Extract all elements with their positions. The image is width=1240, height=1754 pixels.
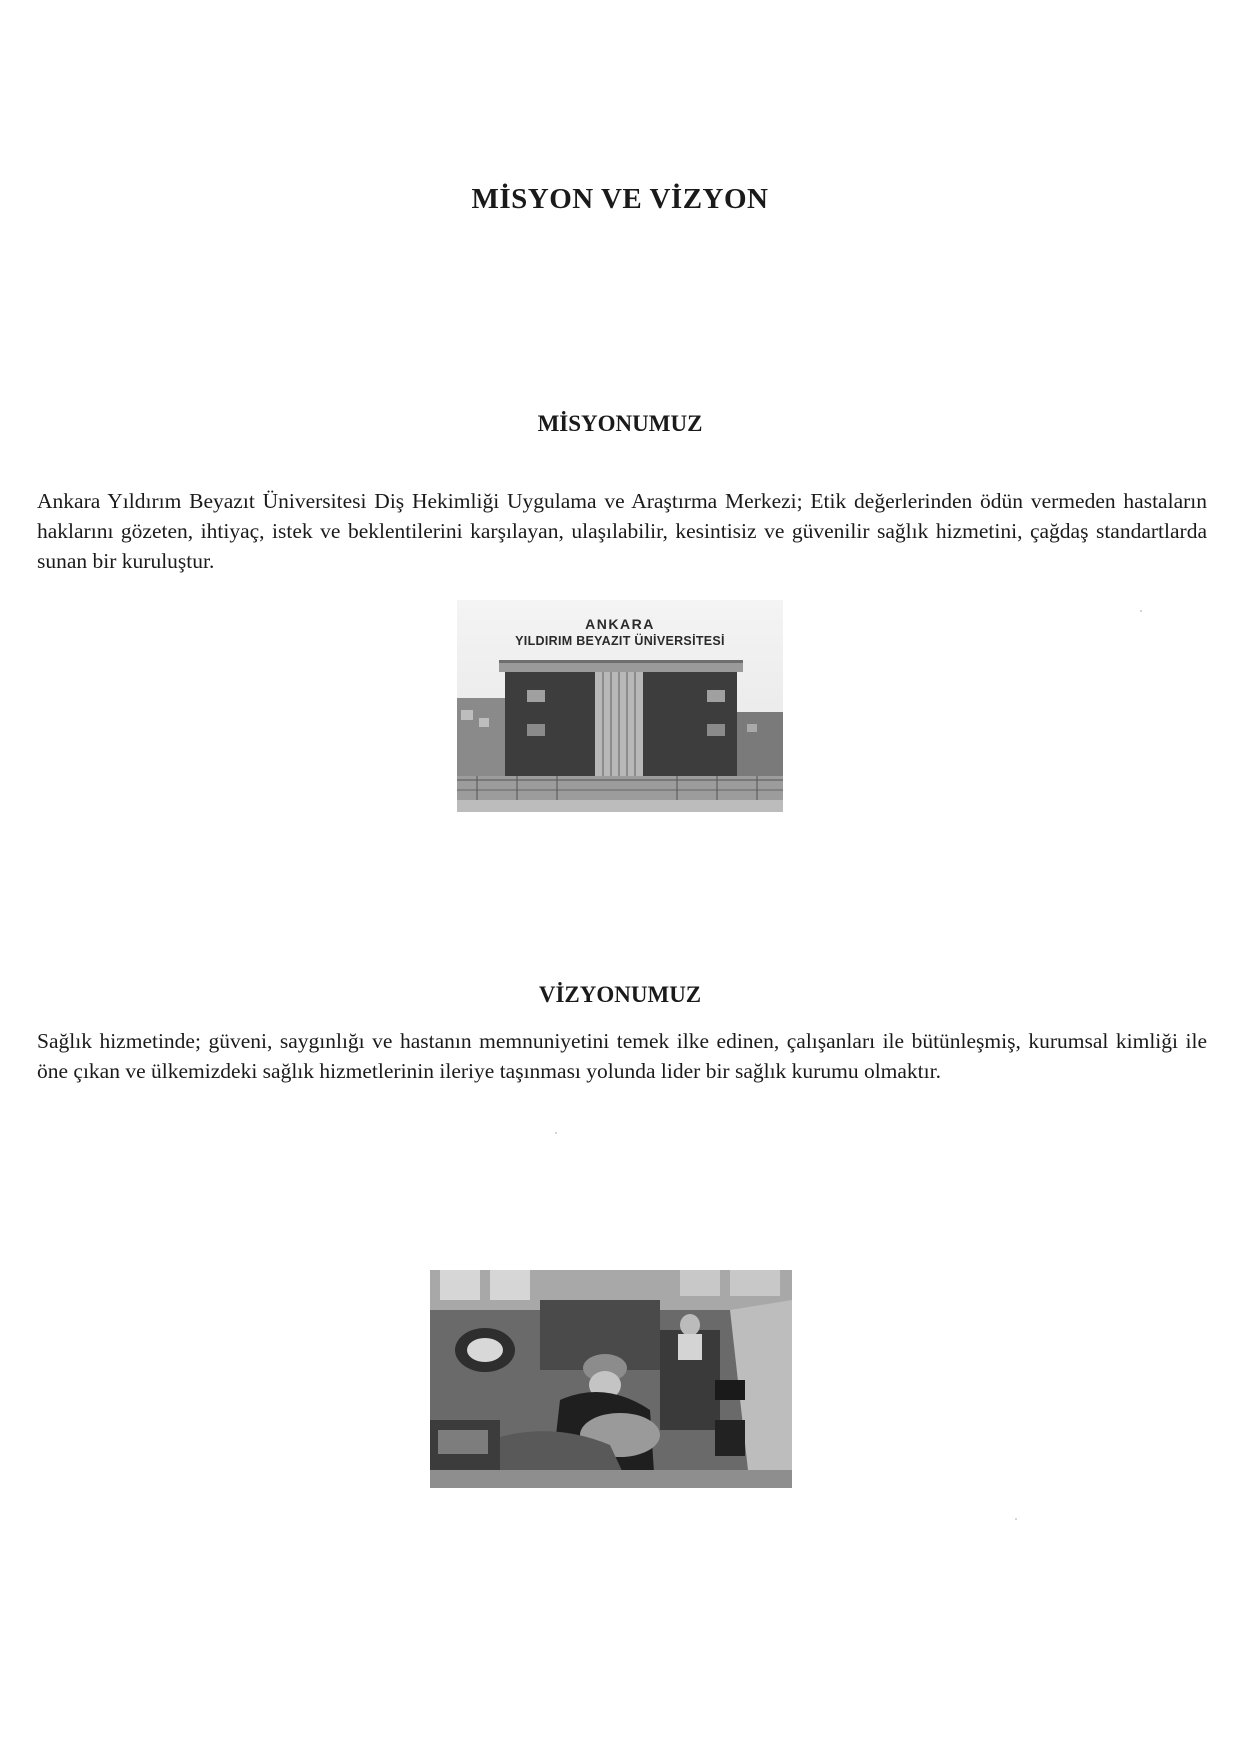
mission-heading: MİSYONUMUZ [537,411,703,436]
vision-paragraph: Sağlık hizmetinde; güveni, saygınlığı ve hastanın memnuniyetini temek ilke edinen, çalışanları ile bütünleşmiş, kurumsal kimliği ile öne çıkan ve ülkemizdeki sağlık hizmetlerinin ileriye taşınması yolunda lider bir sağlık kurumu olmaktır. [37,1029,1207,1083]
building-photo [457,600,783,812]
building-sign-line1: ANKARA [585,616,655,632]
building-sign-line2: YILDIRIM BEYAZIT ÜNİVERSİTESİ [515,634,725,648]
scan-speck [555,1132,557,1134]
clinic-photo [430,1270,792,1488]
mission-paragraph: Ankara Yıldırım Beyazıt Üniversitesi Diş Hekimliği Uygulama ve Araştırma Merkezi; Etik değerlerinden ödün vermeden hastaların haklarını gözeten, ihtiyaç, istek ve beklentilerini karşılayan, ulaşılabilir, kesintisiz ve güvenilir sağlık hizmetini, çağdaş standartlarda sunan bir kuruluştur. [37,489,1207,573]
page-title: MİSYON VE VİZYON [471,183,769,215]
vision-heading: VİZYONUMUZ [538,982,702,1007]
scan-speck [1015,1518,1017,1520]
scan-speck [1140,610,1142,612]
